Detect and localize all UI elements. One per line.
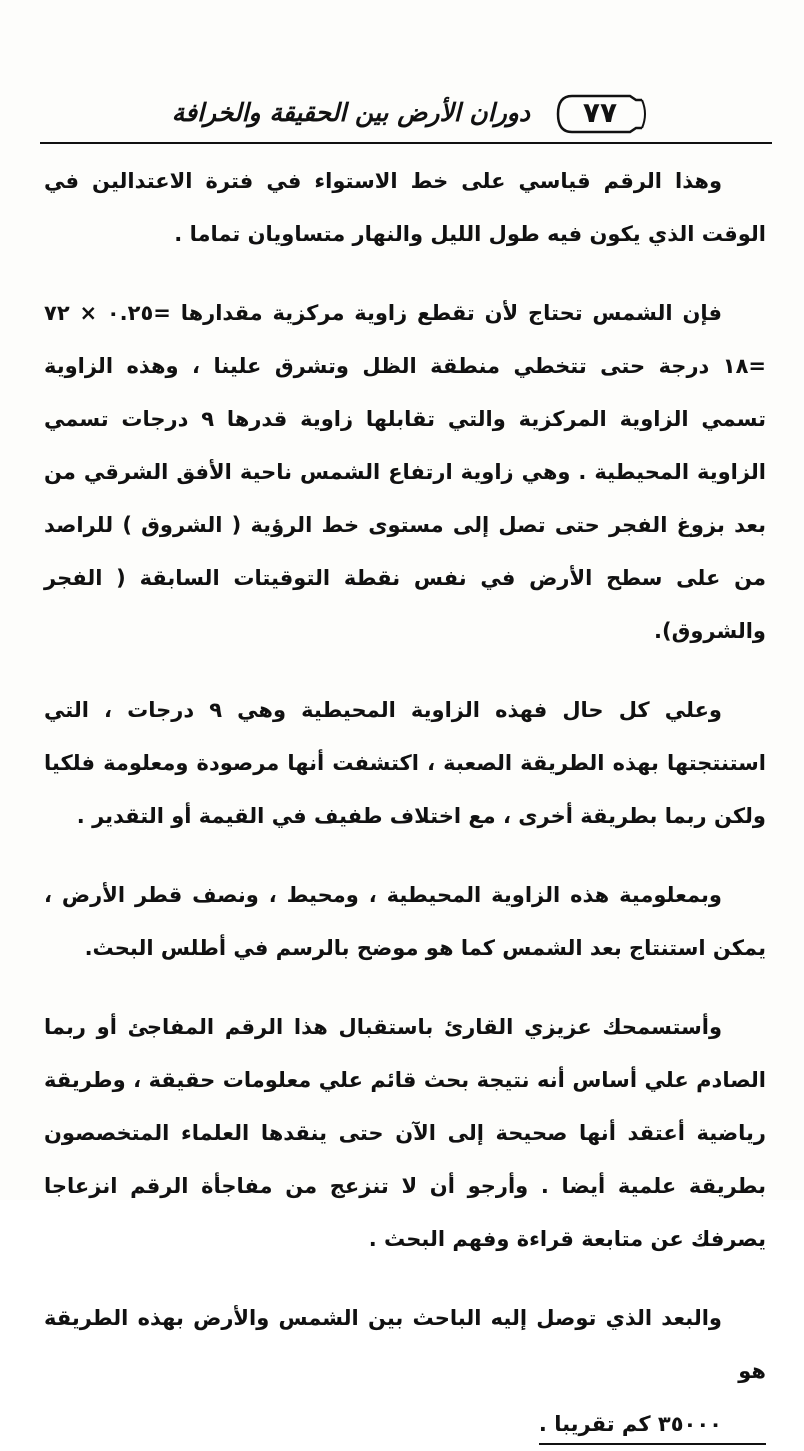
paragraph-text: والبعد الذي توصل إليه الباحث بين الشمس والأرض بهذه الطريقة هو (44, 1306, 766, 1383)
paragraph: وأستسمحك عزيزي القارئ باستقبال هذا الرقم المفاجئ أو ربما الصادم علي أساس أنه نتيجة بحث قائم علي معلومات حقيقة ، وطريقة رياضية أعتقد أنها صحيحة إلى الآن حتى ينقدها العلماء المتخصصون بطريقة علمية أيضا . وأرجو أن لا تنزعج من مفاجأة الرقم انزعاجا يصرفك عن متابعة قراءة وفهم البحث . (44, 1015, 766, 1251)
header-divider (40, 142, 772, 144)
page-header (40, 92, 770, 142)
paragraph: وبمعلومية هذه الزاوية المحيطية ، ومحيط ، ونصف قطر الأرض ، يمكن استنتاج بعد الشمس كما هو موضح بالرسم في أطلس البحث. (44, 883, 766, 960)
paragraph: وهذا الرقم قياسي على خط الاستواء في فترة الاعتدالين في الوقت الذي يكون فيه طول الليل والنهار متساويان تماما . (44, 169, 766, 246)
running-header-title: دوران الأرض بين الحقيقة والخرافة (171, 98, 530, 127)
paragraph: وعلي كل حال فهذه الزاوية المحيطية وهي ٩ درجات ، التي استنتجتها بهذه الطريقة الصعبة ، اكتشفت أنها مرصودة ومعلومة فلكيا ولكن ربما بطريقة أخرى ، مع اختلاف طفيف في القيمة أو التقدير . (44, 698, 766, 828)
paragraph (44, 1292, 766, 1451)
page-number: ٧٧ (582, 96, 618, 129)
body-text (44, 155, 766, 1451)
underlined-distance-value: ٣٥٠٠٠ كم تقريبا . (539, 1405, 766, 1445)
page-number-badge (550, 92, 650, 136)
paragraph: فإن الشمس تحتاج لأن تقطع زاوية مركزية مقدارها =٠.٢٥ × ٧٢ =١٨ درجة حتى تتخطي منطقة الظل وتشرق علينا ، وهذه الزاوية تسمي الزاوية المركزية والتي تقابلها زاوية قدرها ٩ درجات تسمي الزاوية المحيطية . وهي زاوية ارتفاع الشمس ناحية الأفق الشرقي من بعد بزوغ الفجر حتى تصل إلى مستوى خط الرؤية ( الشروق ) للراصد من على سطح الأرض في نفس نقطة التوقيتات السابقة ( الفجر والشروق). (44, 301, 766, 643)
